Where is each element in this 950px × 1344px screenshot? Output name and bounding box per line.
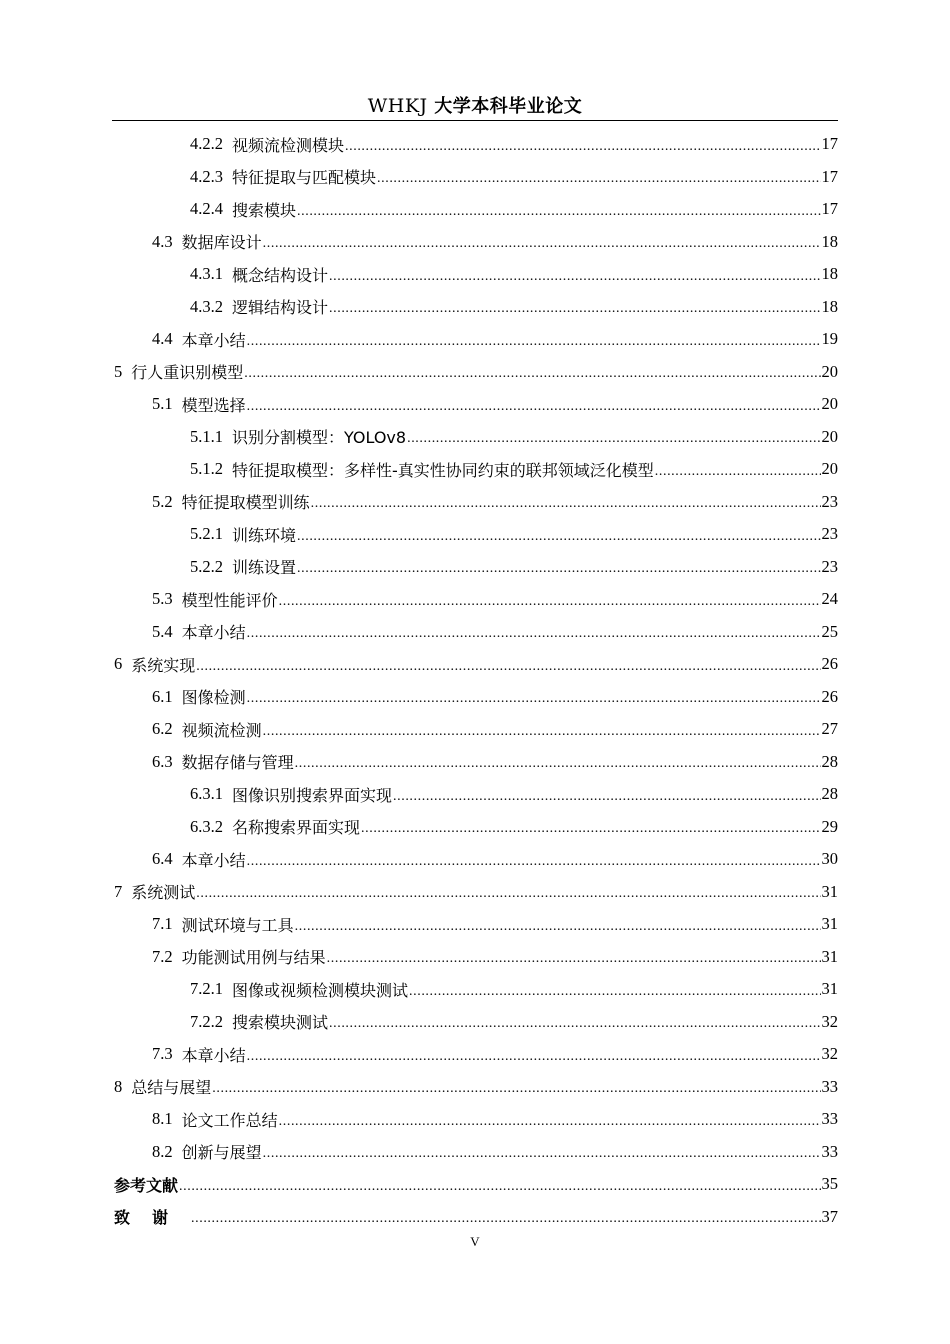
toc-entry-page: 23 xyxy=(821,556,838,576)
toc-entry[interactable] xyxy=(112,811,838,844)
toc-entry-number: 5.1.1 xyxy=(190,426,223,446)
toc-entry-number: 7.3 xyxy=(152,1044,173,1064)
toc-entry-page: 18 xyxy=(821,296,838,316)
toc-entry-number: 4.2.4 xyxy=(190,199,223,219)
toc-entry-title: 数据库设计 xyxy=(181,233,262,253)
toc-entry-page: 32 xyxy=(821,1044,838,1064)
toc-dot-leader xyxy=(279,1114,821,1136)
toc-entry-page: 20 xyxy=(821,459,838,479)
page-header xyxy=(112,92,838,120)
toc-entry-title: 识别分割模型：YOLOv8 xyxy=(232,428,407,448)
toc-entry[interactable] xyxy=(112,941,838,974)
toc-entry[interactable] xyxy=(112,1168,838,1201)
toc-entry-number: 5.1 xyxy=(152,394,173,414)
toc-entry-title: 本章小结 xyxy=(181,850,246,870)
toc-entry[interactable] xyxy=(112,648,838,681)
toc-entry-page: 18 xyxy=(821,231,838,251)
toc-entry-number: 5.3 xyxy=(152,589,173,609)
toc-entry-title: 搜索模块测试 xyxy=(232,1013,329,1033)
toc-entry[interactable] xyxy=(112,1201,838,1234)
toc-entry-page: 23 xyxy=(821,491,838,511)
toc-entry-number: 4.2.2 xyxy=(190,134,223,154)
toc-entry-title: 视频流检测模块 xyxy=(232,135,345,155)
toc-entry-number: 4.3.2 xyxy=(190,296,223,316)
toc-dot-leader xyxy=(244,366,820,388)
toc-dot-leader xyxy=(327,951,821,973)
toc-entry[interactable] xyxy=(112,388,838,421)
toc-entry-title: 功能测试用例与结果 xyxy=(181,948,326,968)
toc-dot-leader xyxy=(377,171,820,193)
toc-entry-page: 20 xyxy=(821,361,838,381)
toc-entry[interactable] xyxy=(112,583,838,616)
toc-entry[interactable] xyxy=(112,161,838,194)
toc-entry-page: 28 xyxy=(821,751,838,771)
toc-dot-leader xyxy=(329,301,820,323)
toc-entry-number: 5.1.2 xyxy=(190,459,223,479)
toc-entry-number: 7.2.2 xyxy=(190,1011,223,1031)
toc-entry-number: 5.2.2 xyxy=(190,556,223,576)
toc-entry-page: 37 xyxy=(821,1206,838,1226)
header-prefix: WHKJ xyxy=(367,95,428,117)
toc-entry-title: 图像识别搜索界面实现 xyxy=(232,785,393,805)
toc-entry[interactable] xyxy=(112,1038,838,1071)
toc-entry-number: 7 xyxy=(114,881,123,901)
toc-entry-page: 20 xyxy=(821,394,838,414)
toc-entry[interactable] xyxy=(112,128,838,161)
toc-entry-page: 32 xyxy=(821,1011,838,1031)
toc-dot-leader xyxy=(345,139,820,161)
toc-entry-page: 26 xyxy=(821,686,838,706)
toc-entry-page: 28 xyxy=(821,784,838,804)
toc-entry-number: 5 xyxy=(114,361,123,381)
toc-entry-number: 4.3 xyxy=(152,231,173,251)
toc-entry-title: 创新与展望 xyxy=(181,1143,262,1163)
toc-entry-page: 25 xyxy=(821,621,838,641)
toc-entry[interactable] xyxy=(112,551,838,584)
header-rule xyxy=(112,120,838,121)
toc-dot-leader xyxy=(247,334,821,356)
toc-entry-number: 6.2 xyxy=(152,719,173,739)
toc-entry-title: 图像或视频检测模块测试 xyxy=(232,980,409,1000)
toc-dot-leader xyxy=(311,496,821,518)
toc-entry-title: 名称搜索界面实现 xyxy=(232,818,361,838)
toc-dot-leader xyxy=(247,854,821,876)
toc-entry-title: 本章小结 xyxy=(181,623,246,643)
toc-entry-page: 24 xyxy=(821,589,838,609)
toc-entry-page: 19 xyxy=(821,329,838,349)
toc-entry-title: 本章小结 xyxy=(181,1045,246,1065)
toc-entry-number: 6.4 xyxy=(152,849,173,869)
toc-dot-leader xyxy=(212,1081,820,1103)
toc-entry-page: 18 xyxy=(821,264,838,284)
toc-dot-leader xyxy=(263,236,821,258)
toc-dot-leader xyxy=(196,659,820,681)
toc-entry-number: 6.3.1 xyxy=(190,784,223,804)
toc-entry[interactable] xyxy=(112,421,838,454)
toc-dot-leader xyxy=(191,1211,820,1233)
toc-entry-page: 23 xyxy=(821,524,838,544)
toc-entry-title: 测试环境与工具 xyxy=(181,915,294,935)
toc-dot-leader xyxy=(393,789,820,811)
toc-entry-page: 29 xyxy=(821,816,838,836)
toc-entry-number: 7.1 xyxy=(152,914,173,934)
toc-entry[interactable] xyxy=(112,746,838,779)
toc-entry-page: 33 xyxy=(821,1076,838,1096)
toc-entry-page: 20 xyxy=(821,426,838,446)
toc-entry[interactable] xyxy=(112,681,838,714)
toc-entry-number: 4.2.3 xyxy=(190,166,223,186)
toc-entry-title: 图像检测 xyxy=(181,688,246,708)
toc-dot-leader xyxy=(196,886,820,908)
toc-dot-leader xyxy=(329,1016,820,1038)
toc-dot-leader xyxy=(247,691,821,713)
toc-dot-leader xyxy=(297,561,820,583)
toc-entry-page: 17 xyxy=(821,166,838,186)
toc-entry-number: 5.2 xyxy=(152,491,173,511)
toc-entry[interactable] xyxy=(112,323,838,356)
toc-entry-title: 行人重识别模型 xyxy=(131,363,244,383)
toc-entry-page: 31 xyxy=(821,946,838,966)
toc-entry-title: 特征提取模型：多样性-真实性协同约束的联邦领域泛化模型 xyxy=(232,460,654,480)
toc-entry-title: 系统实现 xyxy=(131,655,196,675)
toc-entry-title: 训练环境 xyxy=(232,525,297,545)
toc-entry-page: 31 xyxy=(821,914,838,934)
toc-entry-page: 33 xyxy=(821,1141,838,1161)
toc-entry[interactable] xyxy=(112,453,838,486)
toc-entry-title: 视频流检测 xyxy=(181,720,262,740)
toc-entry-page: 31 xyxy=(821,979,838,999)
toc-entry[interactable] xyxy=(112,616,838,649)
toc-entry-title: 数据存储与管理 xyxy=(181,753,294,773)
toc-entry[interactable] xyxy=(112,486,838,519)
toc-entry-title: 总结与展望 xyxy=(131,1078,212,1098)
toc-entry-title: 参考文献 xyxy=(114,1175,179,1195)
toc-dot-leader xyxy=(297,529,820,551)
toc-dot-leader xyxy=(179,1179,820,1201)
toc-dot-leader xyxy=(329,269,820,291)
toc-dot-leader xyxy=(295,919,821,941)
toc-entry[interactable] xyxy=(112,356,838,389)
toc-entry-page: 30 xyxy=(821,849,838,869)
toc-entry-number: 6.3 xyxy=(152,751,173,771)
toc-dot-leader xyxy=(409,984,820,1006)
toc-entry-title: 系统测试 xyxy=(131,883,196,903)
toc-entry-number: 8 xyxy=(114,1076,123,1096)
toc-dot-leader xyxy=(297,204,820,226)
toc-entry[interactable] xyxy=(112,973,838,1006)
toc-entry-number: 8.2 xyxy=(152,1141,173,1161)
toc-entry[interactable] xyxy=(112,518,838,551)
toc-entry-title: 模型选择 xyxy=(181,395,246,415)
toc-entry-page: 17 xyxy=(821,134,838,154)
toc-dot-leader xyxy=(361,821,820,843)
toc-entry-number: 6.3.2 xyxy=(190,816,223,836)
toc-entry-number: 5.2.1 xyxy=(190,524,223,544)
toc-entry-number: 4.3.1 xyxy=(190,264,223,284)
toc-entry-number: 7.2 xyxy=(152,946,173,966)
toc-entry-title: 逻辑结构设计 xyxy=(232,298,329,318)
toc-entry[interactable] xyxy=(112,778,838,811)
toc-entry-page: 27 xyxy=(821,719,838,739)
toc-dot-leader xyxy=(263,1146,821,1168)
toc-entry[interactable] xyxy=(112,908,838,941)
toc-entry-title: 论文工作总结 xyxy=(181,1110,278,1130)
toc-entry-page: 26 xyxy=(821,654,838,674)
toc-entry-page: 35 xyxy=(821,1174,838,1194)
toc-entry[interactable] xyxy=(112,193,838,226)
toc-entry[interactable] xyxy=(112,258,838,291)
toc-entry-title: 概念结构设计 xyxy=(232,265,329,285)
toc-dot-leader xyxy=(279,594,821,616)
toc-entry[interactable] xyxy=(112,876,838,909)
toc-dot-leader xyxy=(407,431,820,453)
toc-entry-number: 6 xyxy=(114,654,123,674)
toc-entry-page: 33 xyxy=(821,1109,838,1129)
toc-dot-leader xyxy=(247,399,821,421)
toc-entry[interactable] xyxy=(112,1136,838,1169)
toc-entry-page: 31 xyxy=(821,881,838,901)
toc-entry[interactable] xyxy=(112,1071,838,1104)
toc-entry-title: 致谢 xyxy=(114,1208,191,1228)
toc-entry-title: 搜索模块 xyxy=(232,200,297,220)
toc-entry[interactable] xyxy=(112,843,838,876)
toc-entry-number: 5.4 xyxy=(152,621,173,641)
toc-entry-title: 本章小结 xyxy=(181,330,246,350)
toc-entry-title: 模型性能评价 xyxy=(181,590,278,610)
toc-dot-leader xyxy=(247,626,821,648)
toc-entry-number: 7.2.1 xyxy=(190,979,223,999)
toc-entry-number: 8.1 xyxy=(152,1109,173,1129)
toc-dot-leader xyxy=(295,756,821,778)
toc-entry-page: 17 xyxy=(821,199,838,219)
toc-entry-number: 4.4 xyxy=(152,329,173,349)
toc-entry-number: 6.1 xyxy=(152,686,173,706)
toc-entry[interactable] xyxy=(112,713,838,746)
toc-entry[interactable] xyxy=(112,226,838,259)
header-title: 大学本科毕业论文 xyxy=(434,96,583,117)
table-of-contents xyxy=(112,128,838,1233)
page-number: V xyxy=(470,1234,480,1249)
toc-entry-title: 特征提取模型训练 xyxy=(181,493,310,513)
toc-dot-leader xyxy=(655,464,821,486)
toc-entry[interactable] xyxy=(112,1103,838,1136)
toc-entry-title: 训练设置 xyxy=(232,558,297,578)
toc-entry[interactable] xyxy=(112,1006,838,1039)
toc-dot-leader xyxy=(263,724,821,746)
toc-entry[interactable] xyxy=(112,291,838,324)
toc-entry-title: 特征提取与匹配模块 xyxy=(232,168,377,188)
toc-dot-leader xyxy=(247,1049,821,1071)
